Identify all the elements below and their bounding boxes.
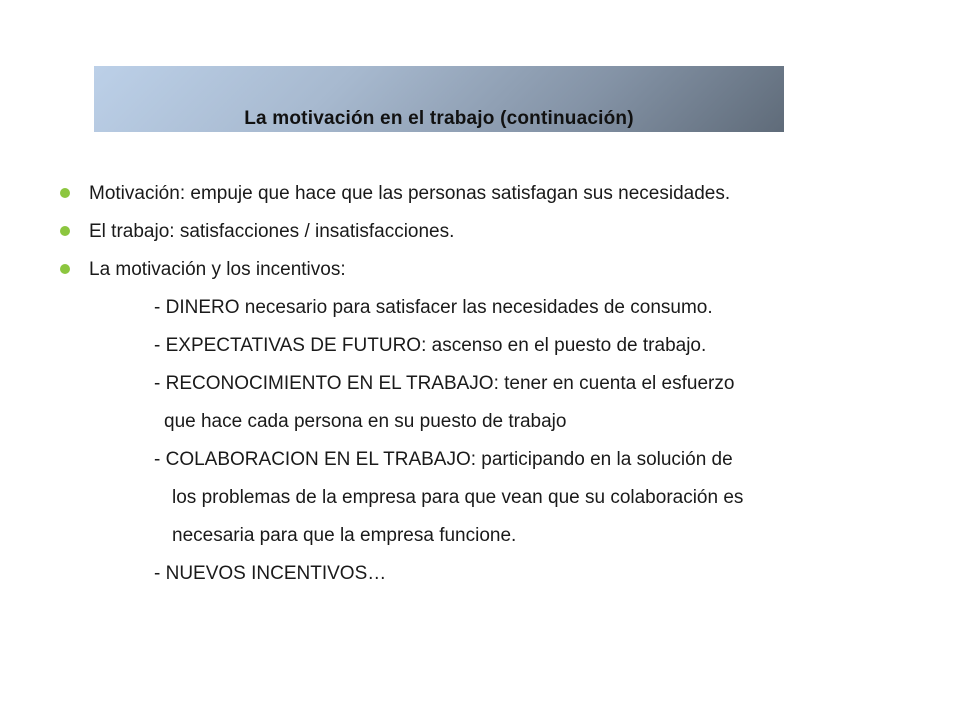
- incentive-line: - RECONOCIMIENTO EN EL TRABAJO: tener en cuenta el esfuerzo: [154, 373, 735, 394]
- incentive-line: - EXPECTATIVAS DE FUTURO: ascenso en el puesto de trabajo.: [154, 335, 707, 356]
- slide-content: [58, 175, 938, 593]
- incentive-line: - COLABORACION EN EL TRABAJO: participando en la solución de: [154, 449, 733, 470]
- bullet-dot-icon: [60, 226, 70, 236]
- bullet-text: Motivación: empuje que hace que las personas satisfagan sus necesidades.: [89, 183, 731, 204]
- title-banner: [94, 66, 784, 132]
- slide-title: La motivación en el trabajo (continuación): [244, 108, 634, 129]
- incentive-continuation: los problemas de la empresa para que vean que su colaboración es: [172, 487, 744, 508]
- bullet-text: El trabajo: satisfacciones / insatisfacciones.: [89, 221, 455, 242]
- bullet-item: [58, 213, 938, 251]
- bullet-dot-icon: [60, 188, 70, 198]
- bullet-item: [58, 251, 938, 289]
- incentive-line: - DINERO necesario para satisfacer las necesidades de consumo.: [154, 297, 713, 318]
- incentive-continuation: necesaria para que la empresa funcione.: [172, 525, 517, 546]
- bullet-dot-icon: [60, 264, 70, 274]
- incentive-line: - NUEVOS INCENTIVOS…: [154, 563, 387, 584]
- incentive-continuation: que hace cada persona en su puesto de trabajo: [164, 411, 567, 432]
- bullet-item: [58, 175, 938, 213]
- bullet-text: La motivación y los incentivos:: [89, 259, 346, 280]
